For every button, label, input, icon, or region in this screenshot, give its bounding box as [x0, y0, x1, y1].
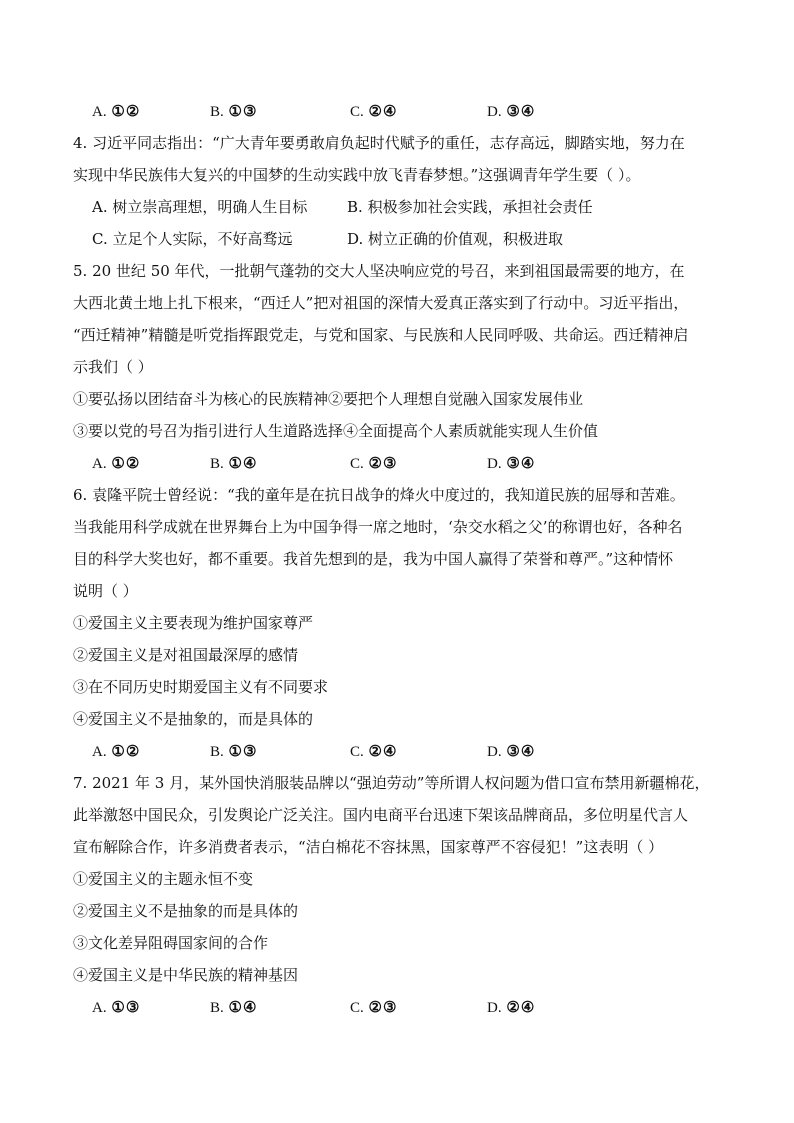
q3-option-b[interactable]: B. ①③ [210, 102, 258, 120]
q4-stem-line-1: 4. 习近平同志指出：“广大青年要勇敢肩负起时代赋予的重任，志存高远，脚踏实地，努力在 [73, 134, 685, 152]
q5-option-c[interactable]: C. ②③ [350, 454, 398, 472]
q6-stem-line-4: 说明（ ） [73, 582, 138, 600]
q6-option-c[interactable]: C. ②④ [350, 742, 398, 760]
q4-option-c[interactable]: C. 立足个人实际，不好高骛远 [92, 230, 293, 248]
q6-statement-1: ①爱国主义主要表现为维护国家尊严 [73, 614, 314, 632]
q4-stem-line-2: 实现中华民族伟大复兴的中国梦的生动实践中放飞青春梦想。”这强调青年学生要（ ）。 [73, 166, 641, 184]
q7-stem-line-1: 7. 2021 年 3 月，某外国快消服装品牌以“强迫劳动”等所谓人权问题为借口宣布禁用新疆棉花， [73, 774, 710, 792]
q6-option-a[interactable]: A. ①② [92, 742, 141, 760]
q5-statement-2: ③要以党的号召为指引进行人生道路选择④全面提高个人素质就能实现人生价值 [73, 422, 599, 440]
q7-option-b[interactable]: B. ①④ [210, 998, 258, 1016]
q7-stem-line-2: 此举激怒中国民众，引发舆论广泛关注。国内电商平台迅速下架该品牌商品，多位明星代言人 [73, 806, 689, 824]
q4-options-row-2 [0, 229, 794, 249]
q7-statement-1: ①爱国主义的主题永恒不变 [73, 870, 254, 888]
q5-stem-line-4: 示我们（ ） [73, 358, 153, 376]
q5-stem-line-2: 大西北黄土地上扎下根来，“西迁人”把对祖国的深情大爱真正落实到了行动中。习近平指出， [73, 294, 689, 312]
q4-options-row-1 [0, 197, 794, 217]
q5-stem-line-1: 5. 20 世纪 50 年代，一批朝气蓬勃的交大人坚决响应党的号召，来到祖国最需要的地方，在 [73, 262, 685, 280]
q6-option-b[interactable]: B. ①③ [210, 742, 258, 760]
q6-options [0, 741, 794, 761]
q3-option-d[interactable]: D. ③④ [487, 102, 536, 120]
q4-option-a[interactable]: A. 树立崇高理想，明确人生目标 [92, 198, 308, 216]
q7-stem-line-3: 宣布解除合作，许多消费者表示，“洁白棉花不容抹黑，国家尊严不容侵犯！”这表明（ ） [73, 838, 664, 856]
q3-option-c[interactable]: C. ②④ [350, 102, 398, 120]
q6-statement-4: ④爱国主义不是抽象的，而是具体的 [73, 710, 314, 728]
q6-stem-line-2: 当我能用科学成就在世界舞台上为中国争得一席之地时，‘杂交水稻之父’的称谓也好，各种名 [73, 518, 683, 536]
q5-statement-1: ①要弘扬以团结奋斗为核心的民族精神②要把个人理想自觉融入国家发展伟业 [73, 390, 584, 408]
q6-stem-line-3: 目的科学大奖也好，都不重要。我首先想到的是，我为中国人赢得了荣誉和尊严。”这种情怀 [73, 550, 674, 568]
q3-options [0, 101, 794, 121]
q7-option-a[interactable]: A. ①③ [92, 998, 141, 1016]
q5-options [0, 453, 794, 473]
q5-stem-line-3: “西迁精神”精髓是听党指挥跟党走，与党和国家、与民族和人民同呼吸、共命运。西迁精神启 [73, 326, 689, 344]
q7-option-c[interactable]: C. ②③ [350, 998, 398, 1016]
q6-stem-line-1: 6. 袁隆平院士曾经说：“我的童年是在抗日战争的烽火中度过的，我知道民族的屈辱和苦难。 [73, 486, 685, 504]
q5-option-d[interactable]: D. ③④ [487, 454, 536, 472]
q7-statement-2: ②爱国主义不是抽象的而是具体的 [73, 902, 299, 920]
q7-statement-4: ④爱国主义是中华民族的精神基因 [73, 966, 299, 984]
q6-statement-3: ③在不同历史时期爱国主义有不同要求 [73, 678, 329, 696]
q7-options [0, 997, 794, 1017]
q6-option-d[interactable]: D. ③④ [487, 742, 536, 760]
q5-option-a[interactable]: A. ①② [92, 454, 141, 472]
q7-statement-3: ③文化差异阻碍国家间的合作 [73, 934, 269, 952]
q5-option-b[interactable]: B. ①④ [210, 454, 258, 472]
q4-option-b[interactable]: B. 积极参加社会实践，承担社会责任 [347, 198, 593, 216]
q7-option-d[interactable]: D. ②④ [487, 998, 536, 1016]
q4-option-d[interactable]: D. 树立正确的价值观，积极进取 [347, 230, 564, 248]
q3-option-a[interactable]: A. ①② [92, 102, 141, 120]
q6-statement-2: ②爱国主义是对祖国最深厚的感情 [73, 646, 299, 664]
